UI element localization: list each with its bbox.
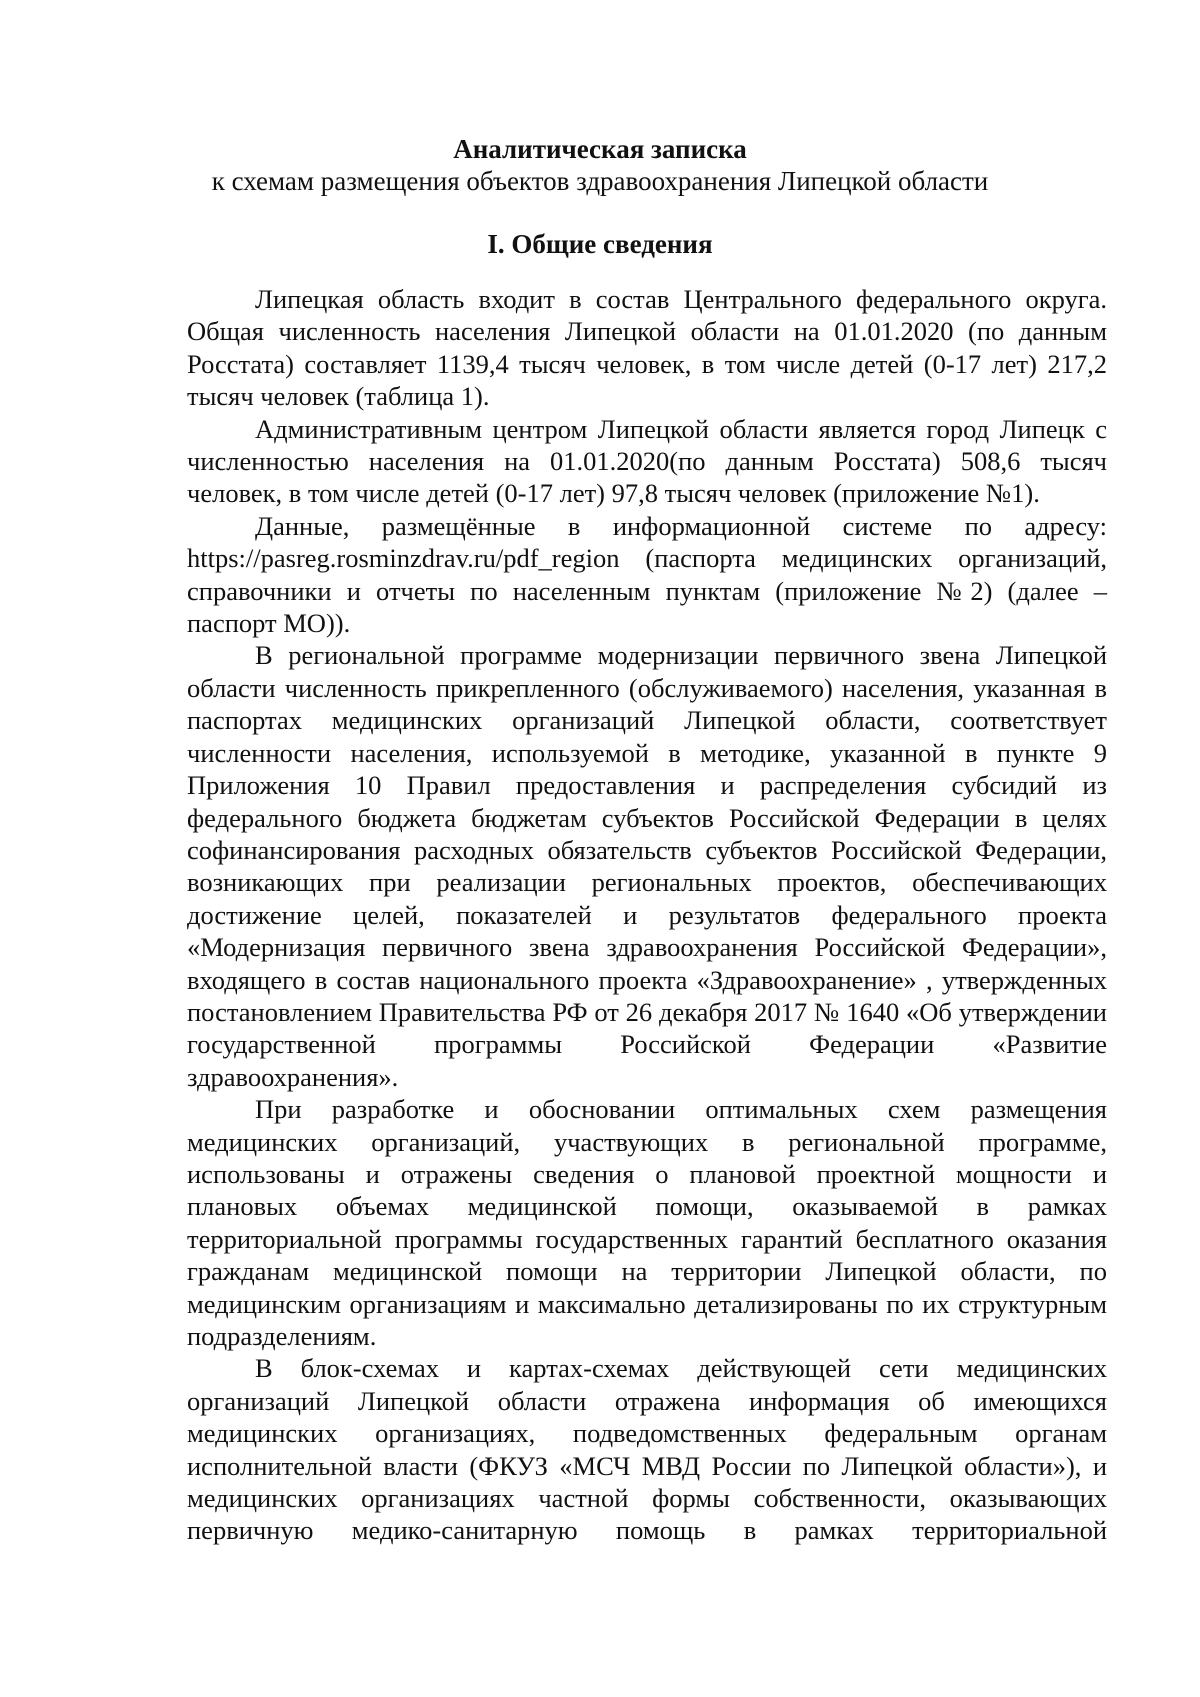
paragraph-administrative-center: Административным центром Липецкой области является город Липецк с численностью населения на 01.01.2020(по данным Росстата) 508,6 тысяч человек, в том числе детей (0-17 лет) 97,8 тысяч человек (приложение №1). xyxy=(187,413,1107,509)
paragraph-information-system: Данные, размещённые в информационной системе по адресу: https://pasreg.rosminzdrav.ru/pdf_region (паспорта медицинских организаций, справочники и отчеты по населенным пунктам (приложение №2) (далее – паспорт МО)). xyxy=(187,510,1107,639)
paragraph-block-schemes: В блок-схемах и картах-схемах действующей сети медицинских организаций Липецкой области отражена информация об имеющихся медицинских организациях, подведомственных федеральным органам исполнительной власти (ФКУЗ «МСЧ МВД России по Липецкой области»), и медицинских организациях частной формы собственности, оказывающих первичную медико-санитарную помощь в рамках территориальной xyxy=(187,1353,1107,1546)
paragraph-placement-schemes: При разработке и обосновании оптимальных схем размещения медицинских организаций, участвующих в региональной программе, использованы и отражены сведения о плановой проектной мощности и плановых объемах медицинской помощи, оказываемой в рамках территориальной программы государственных гарантий бесплатного оказания гражданам медицинской помощи на территории Липецкой области, по медицинским организациям и максимально детализированы по их структурным подразделениям. xyxy=(187,1094,1107,1351)
paragraph-regional-program: В региональной программе модернизации первичного звена Липецкой области численность прикрепленного (обслуживаемого) населения, указанная в паспортах медицинских организаций Липецкой области, соответствует численности населения, используемой в методике, указанной в пункте 9 Приложения 10 Правил предоставления и распределения субсидий из федерального бюджета бюджетам субъектов Российской Федерации в целях софинансирования расходных обязательств субъектов Российской Федерации, возникающих при реализации региональных проектов, обеспечивающих достижение целей, показателей и результатов федерального проекта «Модернизация первичного звена здравоохранения Российской Федерации», входящего в состав национального проекта «Здравоохранение» , утвержденных постановлением Правительства РФ от 26 декабря 2017 № 1640 «Об утверждении государственной программы Российской Федерации «Развитие здравоохранения». xyxy=(187,640,1107,1092)
document-body xyxy=(187,283,1107,1547)
document-title: Аналитическая записка xyxy=(453,134,747,164)
section-heading: I. Общие сведения xyxy=(487,229,713,259)
paragraph-region-overview: Липецкая область входит в состав Центрального федерального округа. Общая численность населения Липецкой области на 01.01.2020 (по данным Росстата) составляет 1139,4 тысяч человек, в том числе детей (0-17 лет) 217,2 тысяч человек (таблица 1). xyxy=(187,284,1107,412)
document-subtitle: к схемам размещения объектов здравоохранения Липецкой области xyxy=(211,166,989,196)
